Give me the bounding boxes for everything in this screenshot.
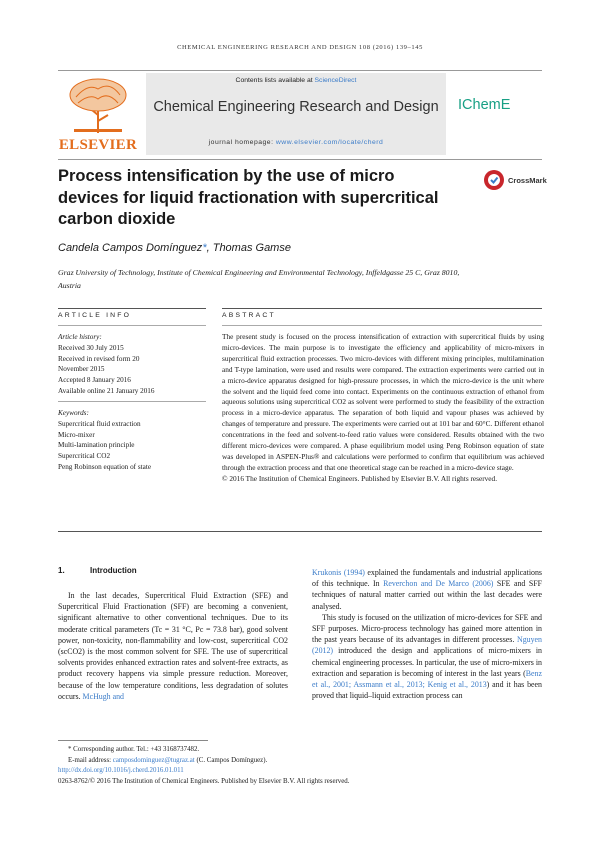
body-text: ) and it has been proved that liquid–liquid extraction process can	[312, 680, 542, 701]
keyword-item: Multi-lamination principle	[58, 441, 135, 450]
history-item: Available online 21 January 2016	[58, 386, 155, 395]
section-heading-introduction	[58, 566, 137, 575]
history-item: Accepted 8 January 2016	[58, 376, 131, 385]
homepage-link[interactable]: www.elsevier.com/locate/cherd	[275, 139, 384, 146]
body-text: This study is focused on the utilization of micro-devices for SFE and SFF purposes. Micro-process technology has gained more attention in the past years because of its advantages in different processes.	[312, 612, 542, 645]
history-item: Received in revised form 20	[58, 354, 140, 363]
keywords	[58, 408, 208, 473]
contents-line	[146, 77, 446, 84]
divider	[58, 325, 206, 326]
body-column-right	[312, 567, 542, 701]
email-link[interactable]: camposdominguez@tugraz.at	[112, 756, 195, 764]
history-label: Article history:	[58, 333, 102, 341]
article-info-heading: ARTICLE INFO	[58, 312, 132, 319]
body-text: SFE and SFF techniques of natural matter carried out within the last decades were analysed.	[312, 579, 542, 611]
crossmark-label: CrossMark	[508, 176, 547, 185]
corresponding-author-note: * Corresponding author. Tel.: +43 3168737482.	[68, 746, 200, 753]
crossmark-badge[interactable]	[483, 169, 547, 191]
email-label: E-mail address:	[68, 756, 113, 764]
citation-link[interactable]: Krukonis (1994)	[312, 568, 365, 577]
crossmark-icon	[483, 169, 505, 191]
journal-homepage	[146, 139, 446, 146]
citation-link[interactable]: Reverchon and De Marco (2006)	[383, 579, 494, 589]
journal-reference: CHEMICAL ENGINEERING RESEARCH AND DESIGN 108 (2016) 139–145	[177, 44, 423, 51]
journal-header	[58, 70, 542, 160]
journal-banner	[146, 73, 446, 155]
body-text: explained the fundamentals and industrial applications of this technique. In	[312, 568, 542, 589]
abstract-body	[222, 332, 544, 485]
divider	[222, 308, 542, 309]
keywords-label: Keywords:	[58, 409, 89, 417]
abstract-copyright: © 2016 The Institution of Chemical Engineers. Published by Elsevier B.V. All rights reserved.	[222, 473, 498, 483]
contents-prefix: Contents lists available at	[235, 77, 315, 84]
section-number: 1.	[58, 566, 65, 575]
keyword-item: Peng Robinson equation of state	[58, 462, 152, 471]
abstract-text: The present study is focused on the process intensification of extraction with supercritical fluids by using micro-devices. The main purpose is to investigate the efficiency and applicability of micro-mixers in supercritical fluid extraction processes. Two micro-devices with different mixing principles, multilamination and T-type lamination, were used and results were compared. The extraction experiments were carried out in a micro-device apparatus designed for high-pressure processes, in which the micro-device is the unit where the solvent and the liquid feed come into contact. Experiments on the continuous extraction of ethanol from aqueous solutions using supercritical CO2 as solvent were performed to study the feasibility of the extraction process in a micro-device apparatus. The separation of both liquid and vapour phases was achieved by changes of temperature and pressure. The experiments were carried out at 101 bar and 60°C. Different ethanol concentrations in the feed and solvent-to-feed ratio values were considered. Results obtained with the two different micro-devices were compared. A phase equilibrium model using Peng Robinson equation of state was developed in ASPEN-Plus® and calculations were performed to confirm that equilibrium was achieved through the extraction process and that one theoretical stage can be reached in a micro-device stage.	[222, 332, 544, 472]
divider	[222, 325, 542, 326]
issn-line: 0263-8762/© 2016 The Institution of Chemical Engineers. Published by Elsevier B.V. All rights reserved.	[58, 777, 350, 785]
elsevier-wordmark: ELSEVIER	[58, 137, 138, 153]
icheme-logo: IChemE	[458, 97, 511, 113]
divider	[58, 308, 206, 309]
author-2[interactable]: Thomas Gamse	[212, 242, 291, 254]
citation-link[interactable]: Benz et al., 2001; Assmann et al., 2013; Kenig et al., 2013	[312, 668, 542, 690]
affiliation: Graz University of Technology, Institute of Chemical Engineering and Environmental Technology, Inffeldgasse 25 C, Graz 8010, Austria	[58, 268, 460, 290]
history-item: Received 30 July 2015	[58, 343, 124, 352]
sciencedirect-link[interactable]: ScienceDirect	[314, 77, 357, 84]
author-separator: ,	[206, 242, 213, 254]
divider	[58, 401, 206, 402]
history-item: November 2015	[58, 365, 105, 374]
body-column-left	[58, 590, 288, 702]
keyword-item: Micro-mixer	[58, 430, 95, 439]
author-list	[58, 242, 291, 254]
email-suffix: (C. Campos Domínguez).	[194, 756, 268, 764]
journal-title: Chemical Engineering Research and Design	[153, 99, 439, 115]
email-note	[58, 756, 542, 767]
footnote-divider	[58, 740, 208, 741]
author-1[interactable]: Candela Campos Domínguez	[58, 242, 203, 254]
article-history	[58, 332, 208, 397]
corresponding-mark[interactable]: *	[202, 242, 207, 254]
body-paragraph	[312, 612, 542, 702]
article-title: Process intensification by the use of micro devices for liquid fractionation with supercritical carbon dioxide	[58, 167, 439, 228]
divider	[58, 531, 542, 532]
keyword-item: Supercritical fluid extraction	[58, 419, 141, 428]
section-title: Introduction	[90, 566, 137, 575]
elsevier-tree-logo	[58, 75, 138, 155]
body-text: In the last decades, Supercritical Fluid Extraction (SFE) and Supercritical Fluid Fractionation (SFF) are becoming a convenient, significant alternative to other conventional techniques. Due to its moderate critical parameters (Tc = 31 °C, Pc = 73.8 bar), good solvent power, non-toxicity, non-flammability and low-cost, supercritical CO2 (scCO2) is the most common solvent for SFE. The use of supercritical solvents provides enhanced extraction rates and solvent-free extracts, as product recovery happens via simple pressure reduction. Moreover, because of the low temperature conditions, less degradation of solutes occurs.	[58, 591, 288, 701]
homepage-label: journal homepage:	[208, 139, 276, 146]
doi-link[interactable]: http://dx.doi.org/10.1016/j.cherd.2016.01.011	[58, 767, 184, 774]
body-text: introduced the design and applications of micro-mixers in chemical engineering processes. In particular, the use of micro-mixers in extraction and separation is becoming of interest in the last years (	[312, 646, 542, 678]
footnotes	[58, 745, 542, 787]
citation-link[interactable]: Nguyen (2012)	[312, 635, 542, 656]
body-paragraph	[58, 590, 288, 702]
abstract-heading: ABSTRACT	[222, 312, 276, 319]
body-paragraph	[312, 567, 542, 612]
citation-link[interactable]: McHugh and	[82, 691, 124, 701]
keyword-item: Supercritical CO2	[58, 452, 111, 461]
